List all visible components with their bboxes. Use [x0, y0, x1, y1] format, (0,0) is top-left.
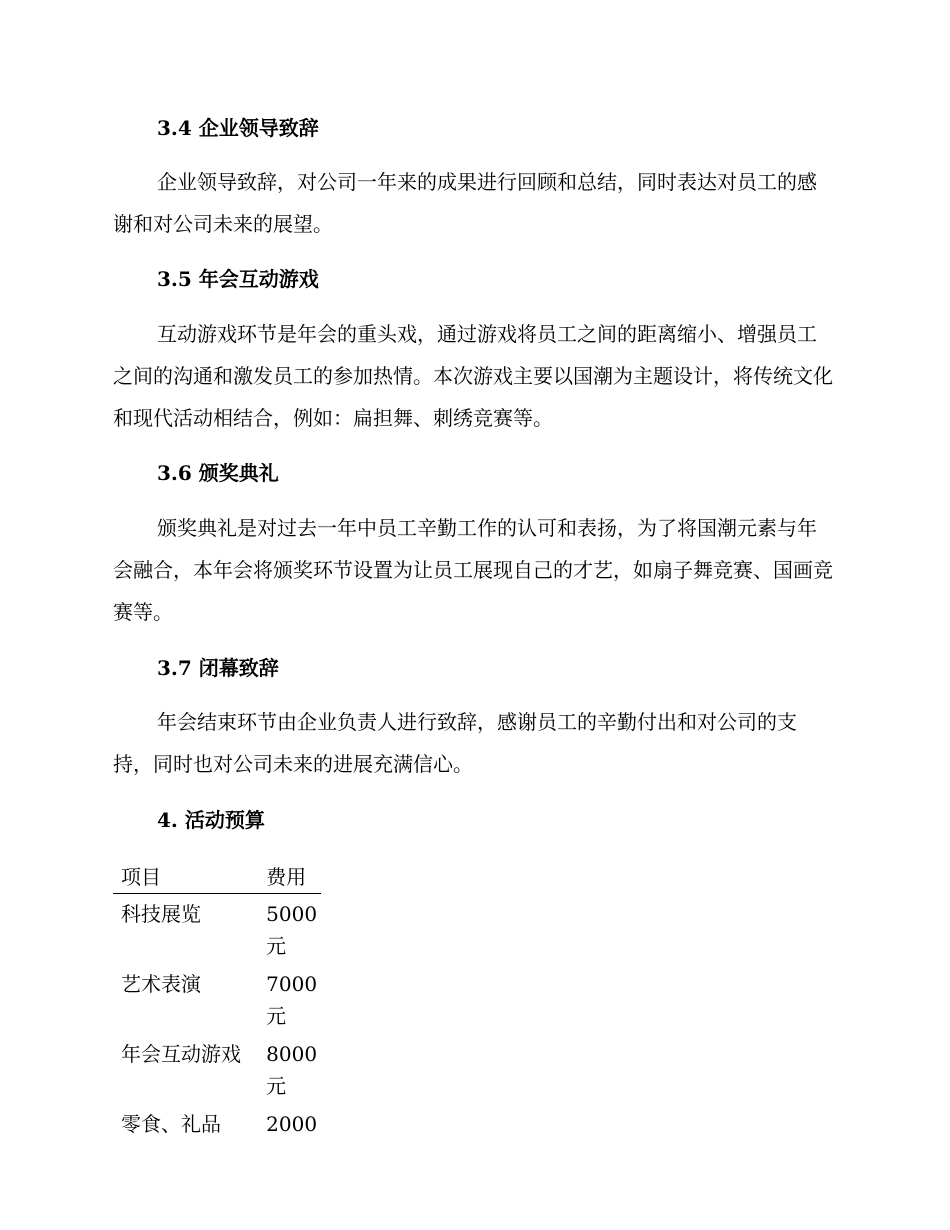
table-row — [113, 1104, 321, 1142]
budget-item: 零食、礼品 — [121, 1112, 221, 1136]
table-row — [113, 894, 321, 965]
section-text-3-5: 互动游戏环节是年会的重头戏，通过游戏将员工之间的距离缩小、增强员工之间的沟通和激发员工的参加热情。本次游戏主要以国潮为主题设计，将传统文化和现代活动相结合，例如：扁担舞、刺绣竞赛等。 — [113, 322, 833, 430]
section-heading-3-6: 3.6 颁奖典礼 — [157, 461, 279, 485]
budget-cost: 7000元 — [266, 972, 318, 1028]
section-heading-3-7: 3.7 闭幕致辞 — [157, 656, 279, 680]
budget-header-row — [113, 857, 321, 894]
section-text-3-6: 颁奖典礼是对过去一年中员工辛勤工作的认可和表扬，为了将国潮元素与年会融合，本年会将颁奖环节设置为让员工展现自己的才艺，如扇子舞竞赛、国画竞赛等。 — [113, 516, 833, 624]
column-header-item: 项目 — [113, 857, 258, 894]
budget-item: 艺术表演 — [121, 972, 201, 996]
budget-item: 科技展览 — [121, 902, 201, 926]
section-text-3-4: 企业领导致辞，对公司一年来的成果进行回顾和总结，同时表达对员工的感谢和对公司未来的展望。 — [113, 170, 817, 236]
section-heading-3-5: 3.5 年会互动游戏 — [157, 267, 319, 291]
section-text-3-7: 年会结束环节由企业负责人进行致辞，感谢员工的辛勤付出和对公司的支持，同时也对公司未来的进展充满信心。 — [113, 710, 797, 776]
budget-table — [113, 857, 321, 1142]
budget-cost: 5000元 — [266, 902, 318, 958]
table-row — [113, 1034, 321, 1104]
budget-item: 年会互动游戏 — [121, 1042, 241, 1066]
budget-cost: 8000元 — [266, 1042, 318, 1098]
table-row — [113, 964, 321, 1034]
budget-cost: 2000 — [266, 1112, 318, 1136]
column-header-cost: 费用 — [258, 857, 321, 894]
budget-heading: 4. 活动预算 — [157, 808, 265, 832]
section-heading-3-4: 3.4 企业领导致辞 — [157, 116, 319, 140]
